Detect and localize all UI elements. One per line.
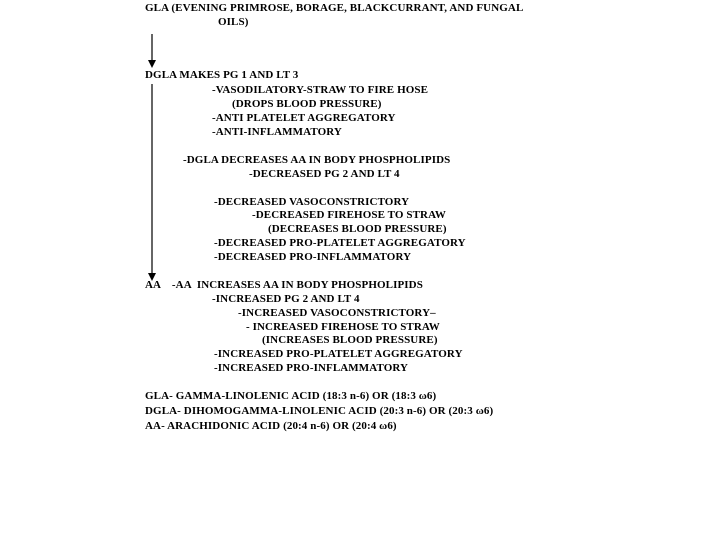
decreased-pro-platelet: -DECREASED PRO-PLATELET AGGREGATORY xyxy=(214,237,466,249)
dgla-anti-inflammatory: -ANTI-INFLAMMATORY xyxy=(212,126,342,138)
increases-bp: (INCREASES BLOOD PRESSURE) xyxy=(262,334,438,346)
gla-sources-line-2: OILS) xyxy=(218,16,249,28)
decreased-pro-inflammatory: -DECREASED PRO-INFLAMMATORY xyxy=(214,251,412,263)
aa-heading: AA -AA INCREASES AA IN BODY PHOSPHOLIPIDS xyxy=(145,279,423,291)
legend-gla: GLA- GAMMA-LINOLENIC ACID (18:3 n-6) OR (18:3 ω6) xyxy=(145,390,437,402)
legend-aa: AA- ARACHIDONIC ACID (20:4 n-6) OR (20:4 ω6) xyxy=(145,420,397,432)
decreased-firehose: -DECREASED FIREHOSE TO STRAW xyxy=(252,209,447,221)
arrow-dgla-to-aa xyxy=(148,84,156,281)
legend-dgla: DGLA- DIHOMOGAMMA-LINOLENIC ACID (20:3 n-6) OR (20:3 ω6) xyxy=(145,405,494,417)
increased-pg2-lt4: -INCREASED PG 2 AND LT 4 xyxy=(212,293,360,305)
increased-pro-inflammatory: -INCREASED PRO-INFLAMMATORY xyxy=(214,362,409,374)
decreased-pg2-lt4: -DECREASED PG 2 AND LT 4 xyxy=(249,168,400,180)
dgla-vasodilatory: -VASODILATORY-STRAW TO FIRE HOSE xyxy=(212,84,429,96)
decreases-bp: (DECREASES BLOOD PRESSURE) xyxy=(268,223,447,235)
dgla-heading: DGLA MAKES PG 1 AND LT 3 xyxy=(145,69,299,81)
decreased-vasoconstrictory: -DECREASED VASOCONSTRICTORY xyxy=(214,196,410,208)
dgla-anti-platelet: -ANTI PLATELET AGGREGATORY xyxy=(212,112,396,124)
dgla-drops-bp: (DROPS BLOOD PRESSURE) xyxy=(232,98,382,110)
dgla-decreases-aa: -DGLA DECREASES AA IN BODY PHOSPHOLIPIDS xyxy=(183,154,451,166)
arrow-gla-to-dgla xyxy=(148,34,156,68)
gla-sources-line-1: GLA (EVENING PRIMROSE, BORAGE, BLACKCURRANT, AND FUNGAL xyxy=(145,2,524,14)
increased-pro-platelet: -INCREASED PRO-PLATELET AGGREGATORY xyxy=(214,348,463,360)
increased-firehose: - INCREASED FIREHOSE TO STRAW xyxy=(246,321,440,333)
increased-vasoconstrictory: -INCREASED VASOCONSTRICTORY– xyxy=(238,307,436,319)
